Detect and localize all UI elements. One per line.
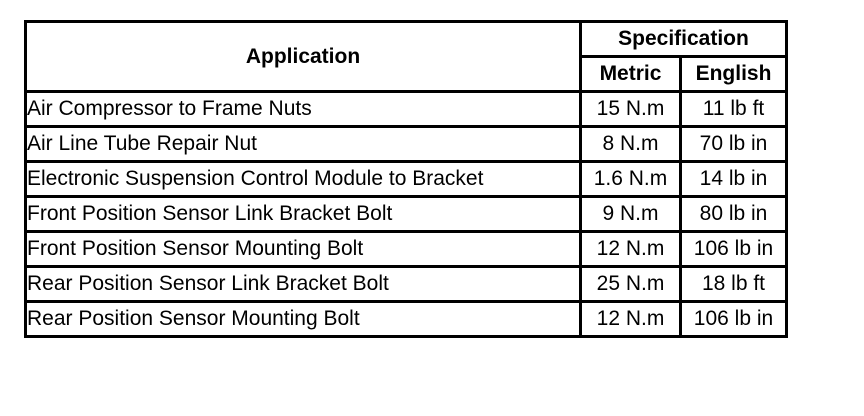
header-english: English xyxy=(681,57,787,92)
english-cell: 70 lb in xyxy=(681,127,787,162)
specification-table xyxy=(24,20,788,338)
metric-cell: 25 N.m xyxy=(581,267,681,302)
table-row xyxy=(26,162,787,197)
application-cell: Rear Position Sensor Mounting Bolt xyxy=(26,302,581,337)
metric-cell: 15 N.m xyxy=(581,92,681,127)
metric-cell: 8 N.m xyxy=(581,127,681,162)
application-cell: Front Position Sensor Link Bracket Bolt xyxy=(26,197,581,232)
english-cell: 11 lb ft xyxy=(681,92,787,127)
english-cell: 14 lb in xyxy=(681,162,787,197)
table-row xyxy=(26,92,787,127)
english-cell: 106 lb in xyxy=(681,232,787,267)
application-cell: Electronic Suspension Control Module to Bracket xyxy=(26,162,581,197)
table-row xyxy=(26,302,787,337)
application-cell: Air Line Tube Repair Nut xyxy=(26,127,581,162)
application-cell: Front Position Sensor Mounting Bolt xyxy=(26,232,581,267)
header-row-top xyxy=(26,22,787,57)
metric-cell: 12 N.m xyxy=(581,302,681,337)
metric-cell: 1.6 N.m xyxy=(581,162,681,197)
header-specification: Specification xyxy=(581,22,787,57)
header-application: Application xyxy=(26,22,581,92)
metric-cell: 12 N.m xyxy=(581,232,681,267)
english-cell: 106 lb in xyxy=(681,302,787,337)
application-cell: Rear Position Sensor Link Bracket Bolt xyxy=(26,267,581,302)
table-row xyxy=(26,267,787,302)
table-row xyxy=(26,197,787,232)
english-cell: 18 lb ft xyxy=(681,267,787,302)
application-cell: Air Compressor to Frame Nuts xyxy=(26,92,581,127)
metric-cell: 9 N.m xyxy=(581,197,681,232)
header-metric: Metric xyxy=(581,57,681,92)
english-cell: 80 lb in xyxy=(681,197,787,232)
table-row xyxy=(26,232,787,267)
table-row xyxy=(26,127,787,162)
